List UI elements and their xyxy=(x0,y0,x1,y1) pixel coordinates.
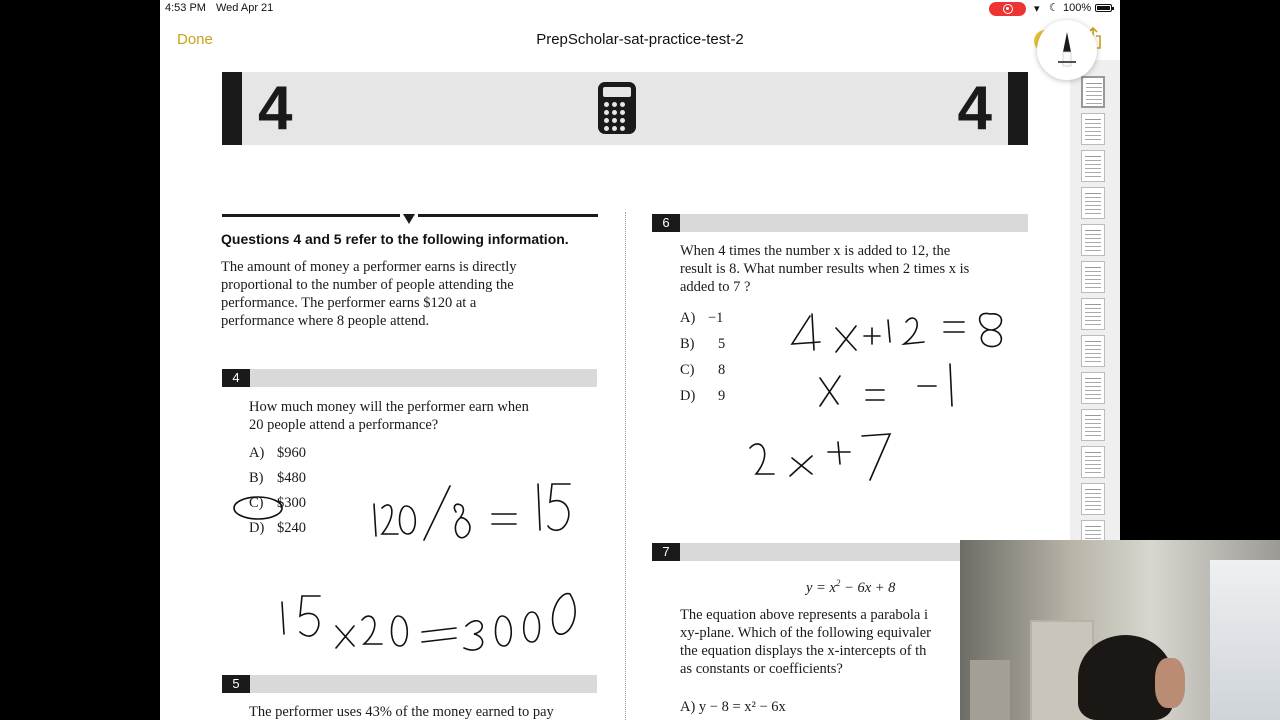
document-toolbar xyxy=(160,18,1120,60)
page-thumbnail[interactable] xyxy=(1081,113,1105,145)
document-title: PrepScholar-sat-practice-test-2 xyxy=(536,31,744,48)
screen-recording-indicator[interactable] xyxy=(989,2,1026,16)
question-6-text: When 4 times the number x is added to 12, the result is 8. What number results when 2 times x is added to 7 ? xyxy=(680,243,970,295)
pencil-icon xyxy=(1037,20,1097,80)
question-5-text: The performer uses 43% of the money earned to pay xyxy=(249,704,554,720)
q4-choice-b: B) $480 xyxy=(249,470,306,486)
battery-icon xyxy=(1095,4,1112,12)
webcam-overlay xyxy=(960,540,1280,720)
page-thumbnail[interactable] xyxy=(1081,298,1105,330)
page-thumbnail[interactable] xyxy=(1081,224,1105,256)
status-time: 4:53 PM xyxy=(165,2,206,14)
hw-15x20-300 xyxy=(282,594,575,650)
window-image xyxy=(1210,560,1280,720)
hw-x-eq-neg1 xyxy=(820,364,952,406)
q7-equation: $y = x^2 - 6x + 8$ xyxy=(806,578,896,596)
question-number: 6 xyxy=(652,214,680,232)
status-date: Wed Apr 21 xyxy=(216,2,274,14)
status-bar xyxy=(160,0,1120,18)
q6-choice-d: D) 9 xyxy=(680,388,726,404)
q7-choice-a: A) y − 8 = x² − 6x xyxy=(680,699,786,715)
wifi-icon: ▾ xyxy=(1034,3,1040,15)
hw-2x-plus-7 xyxy=(750,434,890,480)
question-number: 5 xyxy=(222,675,250,693)
q6-choice-c: C) 8 xyxy=(680,362,726,378)
question-7-text: The equation above represents a parabola i xy-plane. Which of the following equivaler the equation displays the x-intercepts of th as constants or coefficients? xyxy=(680,607,931,677)
q6-choice-a: A) −1 xyxy=(680,310,724,326)
moon-icon: ☾ xyxy=(1049,2,1059,14)
question-number: 4 xyxy=(222,369,250,387)
handwriting-annotations xyxy=(160,60,1066,720)
page-thumbnail[interactable] xyxy=(1081,483,1105,515)
q4-choice-c: C) $300 xyxy=(249,495,306,511)
page-thumbnail[interactable] xyxy=(1081,409,1105,441)
section-number-right: 4 xyxy=(957,74,992,143)
page-thumbnail[interactable] xyxy=(1081,372,1105,404)
page-thumbnail[interactable] xyxy=(1081,187,1105,219)
document-page[interactable] xyxy=(160,60,1066,720)
pencil-tool-picker[interactable] xyxy=(1037,20,1097,80)
hw-4x-plus-12-eq-8 xyxy=(792,313,1002,352)
q6-choice-b: B) 5 xyxy=(680,336,726,352)
page-thumbnail[interactable] xyxy=(1081,261,1105,293)
record-icon xyxy=(1003,4,1013,14)
done-button[interactable]: Done xyxy=(177,31,213,48)
page-thumbnail[interactable] xyxy=(1081,446,1105,478)
q4-choice-a: A) $960 xyxy=(249,445,306,461)
circled-choice-c xyxy=(234,497,282,519)
shelf-image xyxy=(970,660,1010,720)
question-number: 7 xyxy=(652,543,680,561)
page-thumbnail[interactable] xyxy=(1081,76,1105,108)
info-paragraph: The amount of money a performer earns is directly proportional to the number of people attending the performance. The performer earns $120 at a performance where 8 people attend. xyxy=(221,259,517,329)
battery-percent: 100% xyxy=(1063,2,1092,14)
q4-choice-d: D) $240 xyxy=(249,520,306,536)
page-thumbnail[interactable] xyxy=(1081,335,1105,367)
person-hand-image xyxy=(1155,658,1185,708)
hw-120-8-15 xyxy=(374,484,570,540)
question-4-text: How much money will the performer earn when 20 people attend a performance? xyxy=(249,399,529,433)
section-number-left: 4 xyxy=(258,74,293,143)
info-title: Questions 4 and 5 refer to the following information. xyxy=(221,231,569,247)
page-thumbnail[interactable] xyxy=(1081,150,1105,182)
